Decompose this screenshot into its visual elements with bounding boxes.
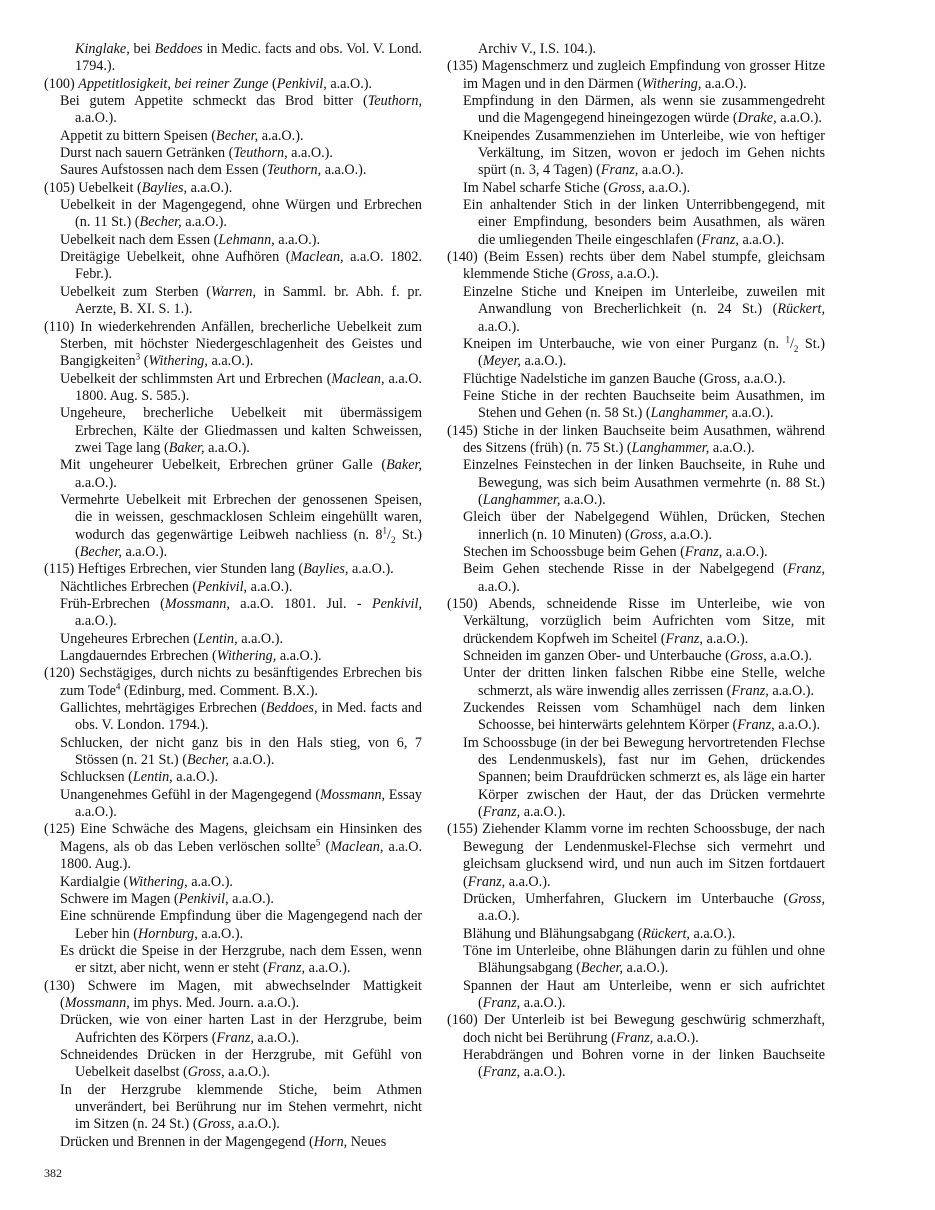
numbered-symptom-entry — [44, 76, 422, 93]
entry-text: Uebelkeit zum Sterben ( — [60, 283, 211, 300]
entry-text: a.a.O. 1802. Febr.). — [75, 249, 422, 283]
entry-text: a.a.O.). — [287, 145, 333, 162]
source-author: Drake, — [737, 110, 777, 127]
symptom-entry — [44, 284, 422, 319]
source-author: Langhammer, — [482, 491, 561, 508]
entry-text: a.a.O. 1800. Aug. S. 585.). — [75, 370, 422, 404]
footnote-marker: 1 — [785, 334, 790, 345]
entry-text: Kneipendes Zusammenziehen im Unterleibe, wie von heftiger Verkältung, im Sitzen, wovon er jedoch im Gehen nichts spürt (n. 3, 4 Tagen) ( — [463, 127, 825, 179]
symptom-entry — [447, 1047, 825, 1082]
entry-text: (155) Ziehender Klamm vorne im rechten Schoossbuge, der nach Bewegung der Lendenmuskel-Flechse sich vermehrt und gleichsam glucksend wird, und nun auch im Sitzen fortdauert ( — [447, 821, 825, 890]
entry-text: a.a.O.). — [768, 682, 815, 699]
symptom-entry — [447, 891, 825, 926]
source-author: Teuthorn, — [266, 162, 322, 179]
symptom-entry — [44, 1047, 422, 1082]
symptom-entry — [447, 197, 825, 249]
entry-text: a.a.O.). — [187, 179, 233, 196]
entry-text: Spannen der Haut am Unterleibe, wenn er sich aufrichtet ( — [463, 977, 825, 1011]
symptom-entry — [447, 978, 825, 1013]
source-author: Withering, — [641, 75, 702, 92]
entry-text: Uebelkeit nach dem Essen ( — [60, 231, 219, 248]
entry-text: in Med. facts and obs. V. London. 1794.). — [75, 700, 422, 734]
footnote-marker: 4 — [115, 680, 121, 691]
source-author: Penkivil, — [197, 578, 248, 595]
symptom-entry — [44, 197, 422, 232]
entry-text: ( — [140, 353, 149, 370]
symptom-entry — [44, 162, 422, 179]
source-author: Franz, — [684, 543, 723, 560]
source-author: Franz, — [600, 162, 639, 179]
entry-text: (105) Uebelkeit ( — [44, 179, 142, 196]
entry-text: St.) ( — [75, 526, 422, 560]
right-column — [447, 41, 825, 1082]
entry-text: Ungeheures Erbrechen ( — [60, 630, 198, 647]
entry-text: Flüchtige Nadelstiche im ganzen Bauche (Gross, a.a.O.). — [463, 370, 786, 387]
source-author: Gross, — [788, 890, 825, 907]
source-author: Franz, — [731, 682, 769, 699]
symptom-entry — [447, 388, 825, 423]
entry-text: Schneidendes Drücken in der Herzgrube, mit Gefühl von Uebelkeit daselbst ( — [60, 1046, 422, 1081]
source-author: Mossmann, — [64, 994, 130, 1011]
source-author: Teuthorn, — [367, 93, 422, 110]
source-author: Baylies, — [141, 179, 188, 196]
entry-text: (Edinburg, med. Comment. B.X.). — [120, 682, 318, 699]
entry-text: Essay a.a.O.). — [75, 786, 422, 821]
entry-text: a.a.O.). — [229, 752, 275, 769]
entry-text: (120) Sechstägiges, durch nichts zu besänftigendes Erbrechen bis zum Tode — [44, 665, 422, 699]
symptom-entry — [447, 926, 825, 943]
entry-text: a.a.O.). — [187, 873, 233, 890]
entry-text: a.a.O.). — [560, 491, 606, 508]
source-author: Gross, — [629, 526, 667, 543]
source-author: Kinglake, — [75, 41, 130, 57]
source-author: Penkivil, — [276, 75, 327, 92]
numbered-symptom-entry — [447, 423, 825, 458]
entry-text: a.a.O.). — [653, 1029, 699, 1046]
entry-text: a.a.O.). — [326, 75, 373, 92]
source-author: Penkivil, — [178, 890, 229, 907]
source-author: Franz, — [482, 804, 521, 821]
symptom-entry — [44, 596, 422, 631]
entry-text: a.a.O.). — [520, 1064, 566, 1081]
entry-text: Bei gutem Appetite schmeckt das Brod bitter ( — [60, 93, 368, 110]
source-author: Withering, — [148, 353, 208, 370]
entry-text: Schwere im Magen ( — [60, 890, 179, 907]
source-author: Lentin, — [197, 630, 238, 647]
numbered-symptom-entry — [447, 249, 825, 284]
numbered-symptom-entry — [44, 821, 422, 873]
entry-text: a.a.O.). — [666, 526, 712, 543]
source-author: Gross, — [197, 1116, 235, 1133]
entry-text: a.a.O.). — [520, 804, 566, 821]
entry-text: (145) Stiche in der linken Bauchseite beim Ausathmen, während des Sitzens (früh) (n. 75 St.) ( — [447, 422, 825, 456]
source-author: Maclean, — [331, 370, 385, 387]
source-author: Franz, — [467, 873, 506, 890]
entry-text: Gallichtes, mehrtägiges Erbrechen ( — [60, 700, 266, 717]
symptom-entry — [44, 579, 422, 596]
entry-text: Neues — [347, 1133, 387, 1150]
entry-text: (100) — [44, 75, 79, 92]
source-author: Franz, — [787, 561, 825, 578]
footnote-marker: 5 — [315, 837, 321, 848]
entry-text: a.a.O.). — [204, 439, 250, 456]
entry-text: a.a.O.). — [75, 110, 117, 127]
source-author: Warren, — [210, 283, 256, 300]
numbered-symptom-entry — [447, 596, 825, 648]
entry-text: Vermehrte Uebelkeit mit Erbrechen der genossenen Speisen, die in weissen, geschmacklosen Schleim eingehüllt waren, wodurch das gegenwärtige Leibweh nachliess (n. 8 — [60, 491, 422, 543]
entry-text: Langdauerndes Erbrechen ( — [60, 648, 217, 665]
source-author: Baylies, — [303, 561, 349, 578]
source-author: Beddoes, — [265, 700, 318, 717]
entry-text: a.a.O.). — [258, 127, 304, 144]
source-author: Mossmann, — [320, 786, 386, 803]
entry-text: (150) Abends, schneidende Risse im Unterleibe, wie von Verkältung, vorzüglich beim Aufrichten vom Sitze, mit drückendem Kopfweh im Scheitel ( — [447, 596, 825, 647]
entry-text: a.a.O.). — [709, 439, 755, 456]
entry-text: (115) Heftiges Erbrechen, vier Stunden lang ( — [44, 561, 304, 578]
entry-text: a.a.O.). — [644, 179, 691, 196]
source-author: Franz, — [737, 717, 775, 734]
numbered-symptom-entry — [447, 58, 825, 93]
entry-text: Unter der dritten linken falschen Ribbe eine Stelle, welche schmerzt, als wäre inwendig alles zerrissen ( — [463, 665, 825, 699]
source-author: Beddoes — [154, 41, 203, 57]
source-author: Baker, — [386, 457, 422, 474]
source-author: Langhammer, — [631, 439, 710, 456]
entry-text: Im Nabel scharfe Stiche ( — [463, 179, 608, 196]
numbered-symptom-entry — [44, 319, 422, 371]
symptom-entry — [447, 665, 825, 700]
symptom-entry — [447, 457, 825, 509]
entry-text: Einzelne Stiche und Kneipen im Unterleibe, zuweilen mit Anwandlung von Brecherlichkeit (n. 24 St.) ( — [463, 283, 825, 318]
source-author: Maclean, — [330, 838, 384, 855]
source-author: Franz, — [665, 630, 703, 647]
symptom-entry — [447, 336, 825, 371]
entry-text: a.a.O.). — [274, 231, 321, 248]
entry-text: Uebelkeit in der Magengegend, ohne Würgen und Erbrechen (n. 11 St.) ( — [60, 197, 422, 231]
entry-text: a.a.O.). — [774, 717, 821, 734]
entry-text: Früh-Erbrechen ( — [60, 596, 165, 612]
source-author: Langhammer, — [650, 405, 729, 422]
entry-text: Blähung und Blähungsabgang ( — [463, 925, 643, 942]
symptom-entry — [44, 648, 422, 665]
source-author: Becher, — [79, 543, 122, 560]
entry-text: a.a.O.). — [701, 75, 747, 92]
entry-text: a.a.O.). — [253, 1029, 300, 1046]
entry-text: a.a.O.). — [638, 162, 684, 179]
entry-text: Drücken und Brennen in der Magengegend ( — [60, 1133, 314, 1150]
numbered-symptom-entry — [44, 561, 422, 578]
source-author: Franz, — [216, 1029, 254, 1046]
entry-text: Einzelnes Feinstechen in der linken Bauchseite, in Ruhe und Bewegung, was sich beim Ausathmen vermehrte (n. 88 St.) ( — [463, 457, 825, 508]
symptom-entry — [44, 232, 422, 249]
entry-text: a.a.O.). — [181, 214, 227, 231]
symptom-entry — [44, 874, 422, 891]
entry-text: a.a.O. 1800. Aug.). — [60, 838, 422, 873]
entry-text: a.a.O.). — [75, 613, 117, 630]
entry-text: (160) Der Unterleib ist bei Bewegung geschwürig schmerzhaft, doch nicht bei Berührung ( — [447, 1012, 825, 1046]
continued-entry — [44, 41, 422, 76]
entry-text: a.a.O.). — [702, 630, 749, 647]
symptom-entry — [447, 544, 825, 561]
entry-text: Empfindung in den Därmen, als wenn sie zusammengedreht und die Magengegend hineingezogen würde ( — [463, 93, 825, 127]
entry-text: Ungeheure, brecherliche Uebelkeit mit übermässigem Erbrechen, Kälte der Gliedmassen und kalten Schweissen, zwei Tage lang ( — [60, 405, 422, 456]
entry-text: Stechen im Schoossbuge beim Gehen ( — [463, 543, 685, 560]
source-author: Gross, — [729, 648, 767, 665]
entry-text: Beim Gehen stechende Risse in der Nabelgegend ( — [463, 561, 788, 578]
entry-text: a.a.O.). — [478, 578, 520, 595]
entry-text: ( — [320, 838, 331, 855]
entry-text: a.a.O.). — [478, 318, 520, 335]
entry-text: 2 — [390, 534, 396, 545]
source-author: Becher, — [216, 127, 259, 144]
entry-text: a.a.O.). — [722, 543, 768, 560]
entry-text: a.a.O.). — [321, 162, 367, 179]
source-author: Franz, — [267, 960, 306, 977]
source-author: Baker, — [168, 439, 205, 456]
symptom-entry — [447, 284, 825, 336]
source-author: Franz, — [701, 231, 739, 248]
symptom-entry — [44, 700, 422, 735]
source-author: Penkivil, — [371, 596, 422, 612]
footnote-marker: 1 — [382, 524, 388, 535]
symptom-entry — [44, 943, 422, 978]
entry-text: Archiv V., I.S. 104.). — [478, 41, 597, 57]
page-number: 382 — [44, 1166, 62, 1180]
entry-text: a.a.O.). — [207, 353, 254, 370]
entry-text: (110) In wiederkehrenden Anfällen, brecherliche Uebelkeit zum Sterben, mit höchster Niedergeschlagenheit des Geistes und Bangigkeiten — [44, 318, 422, 370]
symptom-entry — [44, 249, 422, 284]
entry-text: a.a.O.). — [305, 960, 351, 977]
source-author: Rückert, — [642, 925, 690, 942]
source-author: Withering, — [216, 648, 277, 665]
source-author: Withering, — [128, 873, 188, 890]
entry-text: a.a.O.). — [766, 648, 813, 665]
symptom-entry — [447, 128, 825, 180]
entry-text: a.a.O.). — [121, 543, 168, 560]
entry-text: Zuckendes Reissen vom Schamhügel nach dem linken Schoosse, bei hinterwärts gelehntem Körper ( — [463, 700, 825, 734]
entry-text: St.) ( — [478, 335, 825, 370]
entry-text: bei — [129, 41, 155, 57]
entry-text: in Medic. facts and obs. Vol. V. Lond. 1794.). — [75, 41, 422, 75]
source-author: Franz, — [615, 1029, 654, 1046]
symptom-entry — [44, 1134, 422, 1151]
entry-text: / — [789, 335, 794, 352]
entry-text: Ein anhaltender Stich in der linken Unterribbengegend, mit einer Empfindung, besonders beim Ausathmen, als wären die umliegenden Theile eingeschlafen ( — [463, 197, 825, 248]
entry-text: Gleich über der Nabelgegend Wühlen, Drücken, Stechen innerlich (n. 10 Minuten) ( — [463, 509, 825, 543]
symptom-entry — [447, 943, 825, 978]
entry-text: Eine schnürende Empfindung über die Magengegend nach der Leber hin ( — [60, 908, 422, 942]
source-author: Becher, — [580, 960, 623, 977]
entry-text: im phys. Med. Journ. a.a.O.). — [129, 994, 300, 1011]
entry-text: Durst nach sauern Getränken ( — [60, 145, 234, 162]
source-author: Gross, — [607, 179, 645, 196]
source-author: Hornburg, — [138, 925, 198, 942]
entry-text: a.a.O.). — [776, 110, 822, 127]
symptom-entry — [44, 492, 422, 561]
source-author: Meyer, — [482, 353, 521, 370]
entry-text: Appetit zu bittern Speisen ( — [60, 127, 217, 144]
source-author: Franz, — [482, 1064, 521, 1081]
symptom-entry — [447, 93, 825, 128]
entry-text: a.a.O.). — [689, 925, 736, 942]
source-author: Maclean, — [290, 249, 344, 266]
numbered-symptom-entry — [44, 978, 422, 1013]
continued-entry — [447, 41, 825, 58]
source-author: Lentin, — [132, 769, 173, 786]
numbered-symptom-entry — [44, 665, 422, 700]
entry-text: a.a.O.). — [237, 630, 283, 647]
source-author: Gross, — [187, 1064, 225, 1081]
symptom-entry — [44, 891, 422, 908]
symptom-entry — [44, 371, 422, 406]
numbered-symptom-entry — [447, 821, 825, 890]
symptom-entry — [447, 371, 825, 388]
entry-text: (130) Schwere im Magen, mit abwechselnder Mattigkeit ( — [44, 977, 422, 1011]
numbered-symptom-entry — [44, 180, 422, 197]
entry-text: Kardialgie ( — [60, 873, 129, 890]
entry-text: a.a.O.). — [172, 769, 219, 786]
entry-text: Schneiden im ganzen Ober- und Unterbauche ( — [463, 648, 730, 665]
entry-text: a.a.O.). — [75, 474, 117, 491]
symptom-entry — [447, 561, 825, 596]
entry-text: Saures Aufstossen nach dem Essen ( — [60, 162, 267, 179]
entry-text: / — [387, 526, 391, 543]
source-author: Rückert, — [777, 301, 825, 318]
entry-text: a.a.O.). — [613, 266, 659, 283]
symptom-entry — [447, 700, 825, 735]
symptom-entry — [44, 787, 422, 822]
entry-text: Es drückt die Speise in der Herzgrube, nach dem Essen, wenn er sitzt, aber nicht, wenn er steht ( — [60, 942, 422, 977]
symptom-entry — [44, 1082, 422, 1134]
entry-text: a.a.O.). — [276, 648, 322, 665]
entry-text: (125) Eine Schwäche des Magens, gleichsam ein Hinsinken des Magens, als ob das Leben verlöschen sollte — [44, 821, 422, 855]
entry-text: Drücken, Umherfahren, Gluckern im Unterbauche ( — [463, 890, 789, 907]
symptom-entry — [447, 648, 825, 665]
entry-text: a.a.O.). — [478, 908, 520, 925]
source-author: Becher, — [139, 214, 182, 231]
source-author: Lehmann, — [218, 231, 275, 248]
entry-text: Drücken, wie von einer harten Last in der Herzgrube, beim Aufrichten des Körpers ( — [60, 1012, 422, 1046]
entry-text: Im Schoossbuge (in der bei Bewegung hervortretenden Flechse des Lendenmuskels), fast nur im Gehen, drückendes Spannen; beim Draufdrücken schmerzt es, als läge ein harter Körper zwischen der Haut, der das Drücken vermehrte ( — [463, 734, 825, 821]
entry-text: a.a.O.). — [234, 1116, 280, 1133]
entry-text: a.a.O.). — [224, 1064, 270, 1081]
source-author: Horn, — [313, 1133, 348, 1150]
entry-text: In der Herzgrube klemmende Stiche, beim Athmen unverändert, bei Berührung nur im Stehen vermehrt, nicht im Sitzen (n. 24 St.) ( — [60, 1081, 422, 1133]
entry-text: a.a.O.). — [247, 578, 293, 595]
entry-text: Unangenehmes Gefühl in der Magengegend ( — [60, 786, 321, 803]
source-author: Becher, — [186, 752, 230, 769]
entry-text: Schlucken, der nicht ganz bis in den Hals stieg, von 6, 7 Stössen (n. 21 St.) ( — [60, 734, 422, 769]
entry-text: a.a.O.). — [228, 890, 274, 907]
entry-text: a.a.O.). — [520, 353, 567, 370]
symptom-entry — [44, 631, 422, 648]
entry-text: 2 — [793, 343, 799, 354]
entry-text: Töne im Unterleibe, ohne Blähungen darin zu fühlen und ohne Blähungsabgang ( — [463, 942, 825, 977]
symptom-entry — [44, 735, 422, 770]
entry-text: a.a.O.). — [623, 960, 669, 977]
entry-text: Kneipen im Unterbauche, wie von einer Purganz (n. — [463, 335, 786, 352]
source-author: Teuthorn, — [233, 145, 288, 162]
entry-text: a.a.O.). — [728, 405, 774, 422]
entry-text: Dreitägige Uebelkeit, ohne Aufhören ( — [60, 249, 291, 266]
entry-text: Schlucksen ( — [60, 769, 133, 786]
source-author: Appetitlosigkeit, bei reiner Zunge — [78, 75, 269, 92]
source-author: Mossmann, — [164, 596, 230, 612]
entry-text: a.a.O.). — [197, 925, 244, 942]
symptom-entry — [44, 769, 422, 786]
entry-text: a.a.O.). — [505, 873, 551, 890]
symptom-entry — [44, 128, 422, 145]
entry-text: in Samml. br. Abh. f. pr. Aerzte, B. XI. S. 1.). — [75, 283, 422, 318]
footnote-marker: 3 — [135, 351, 141, 362]
source-author: Gross, — [576, 266, 614, 283]
symptom-entry — [44, 405, 422, 457]
entry-text: Nächtliches Erbrechen ( — [60, 578, 198, 595]
entry-text: a.a.O.). — [348, 561, 394, 578]
entry-text: ( — [268, 75, 277, 92]
entry-text: a.a.O.). — [738, 231, 785, 248]
symptom-entry — [447, 509, 825, 544]
entry-text: a.a.O.). — [520, 994, 566, 1011]
numbered-symptom-entry — [447, 1012, 825, 1047]
symptom-entry — [447, 180, 825, 197]
entry-text: Mit ungeheurer Uebelkeit, Erbrechen grüner Galle ( — [60, 457, 387, 474]
symptom-entry — [44, 908, 422, 943]
symptom-entry — [44, 1012, 422, 1047]
symptom-entry — [44, 93, 422, 128]
entry-text: a.a.O. 1801. Jul. - — [229, 596, 372, 612]
symptom-entry — [44, 145, 422, 162]
symptom-entry — [44, 457, 422, 492]
source-author: Franz, — [482, 994, 521, 1011]
entry-text: Feine Stiche in der rechten Bauchseite beim Ausathmen, im Stehen und Gehen (n. 58 St.) ( — [463, 387, 825, 422]
entry-text: Uebelkeit der schlimmsten Art und Erbrechen ( — [60, 370, 332, 387]
symptom-entry — [447, 735, 825, 822]
entry-text: (140) (Beim Essen) rechts über dem Nabel stumpfe, gleichsam klemmende Stiche ( — [447, 249, 825, 283]
left-column — [44, 41, 422, 1151]
entry-text: (135) Magenschmerz und zugleich Empfindung von grosser Hitze im Magen und in den Därmen ( — [447, 58, 825, 92]
entry-text: Herabdrängen und Bohren vorne in der linken Bauchseite ( — [463, 1046, 825, 1081]
